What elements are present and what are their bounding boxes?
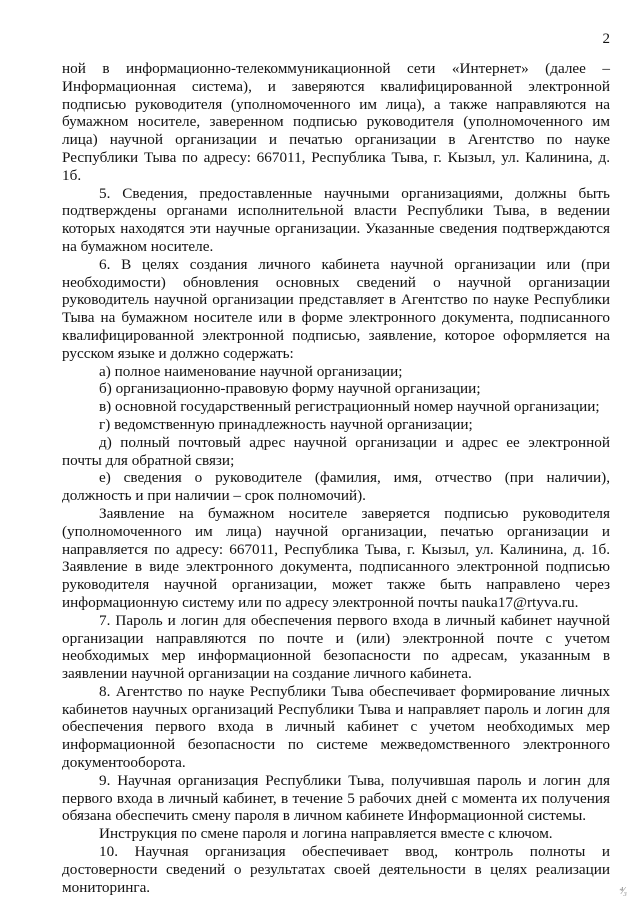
paragraph-item-6: 6. В целях создания личного кабинета научной организации или (при необходимости) обновления основных сведений о научной организации руководитель научной организации представляет в Агентство по науке Республики Тыва на бумажном носителе или в форме электронного документа, подписанного квалифицированной электронной подписью, заявление, которое оформляется на русском языке и должно содержать: bbox=[62, 255, 610, 362]
corner-handwritten-mark: ⁴⁄₃ bbox=[619, 885, 626, 897]
list-item-v: в) основной государственный регистрационный номер научной организации; bbox=[99, 398, 600, 416]
paragraph-instruction-note: Инструкция по смене пароля и логина направляется вместе с ключом. bbox=[99, 825, 553, 843]
paragraph-item-7: 7. Пароль и логин для обеспечения первого входа в личный кабинет научной организации направляются по почте и (или) электронной почте с учетом необходимых мер информационной безопасности по адресам, указанным в заявлении научной организации на создание личного кабинета. bbox=[62, 611, 610, 683]
list-item-e: е) сведения о руководителе (фамилия, имя, отчество (при наличии), должность и при наличии – срок полномочий). bbox=[62, 469, 610, 505]
document-body bbox=[62, 60, 610, 896]
list-item-g: г) ведомственную принадлежность научной организации; bbox=[99, 415, 473, 433]
list-item-a: а) полное наименование научной организации; bbox=[99, 362, 403, 380]
paragraph-item-10: 10. Научная организация обеспечивает ввод, контроль полноты и достоверности сведений о результатах своей деятельности в целях реализации мониторинга. bbox=[62, 843, 610, 896]
paragraph-item-8: 8. Агентство по науке Республики Тыва обеспечивает формирование личных кабинетов научных организаций Республики Тыва и направляет пароль и логин для обеспечения первого входа в личный кабинет с учетом необходимых мер информационной безопасности по системе межведомственного электронного документооборота. bbox=[62, 682, 610, 772]
paragraph-application-note: Заявление на бумажном носителе заверяется подписью руководителя (уполномоченного им лица) научной организации, печатью организации и направляется по адресу: 667011, Республика Тыва, г. Кызыл, ул. Калинина, д. 1б. Заявление в виде электронного документа, подписанного электронной подписью руководителя научной организации, может также быть направлено через информационную систему или по адресу электронной почты nauka17@rtyva.ru. bbox=[62, 504, 610, 611]
list-item-b: б) организационно-правовую форму научной организации; bbox=[99, 380, 481, 398]
paragraph-item-9: 9. Научная организация Республики Тыва, получившая пароль и логин для первого входа в личный кабинет, в течение 5 рабочих дней с момента их получения обязана обеспечить смену пароля в личном кабинете Информационной системы. bbox=[62, 771, 610, 825]
paragraph-continuation: ной в информационно-телекоммуникационной сети «Интернет» (далее – Информационная система), и заверяются квалифицированной электронной подписью руководителя (уполномоченного им лица), а также направляются на бумажном носителе, заверенном подписью руководителя (уполномоченного им лица) научной организации и печатью организации в Агентство по науке Республики Тыва по адресу: 667011, Республика Тыва, г. Кызыл, ул. Калинина, д. 1б. bbox=[62, 60, 610, 184]
page-number: 2 bbox=[602, 31, 610, 47]
paragraph-item-5: 5. Сведения, предоставленные научными организациями, должны быть подтверждены органами исполнительной власти Республики Тыва, в ведении которых находятся эти научные организации. Указанные сведения подтверждаются на бумажном носителе. bbox=[62, 184, 610, 255]
list-item-d: д) полный почтовый адрес научной организации и адрес ее электронной почты для обратной связи; bbox=[62, 433, 610, 469]
